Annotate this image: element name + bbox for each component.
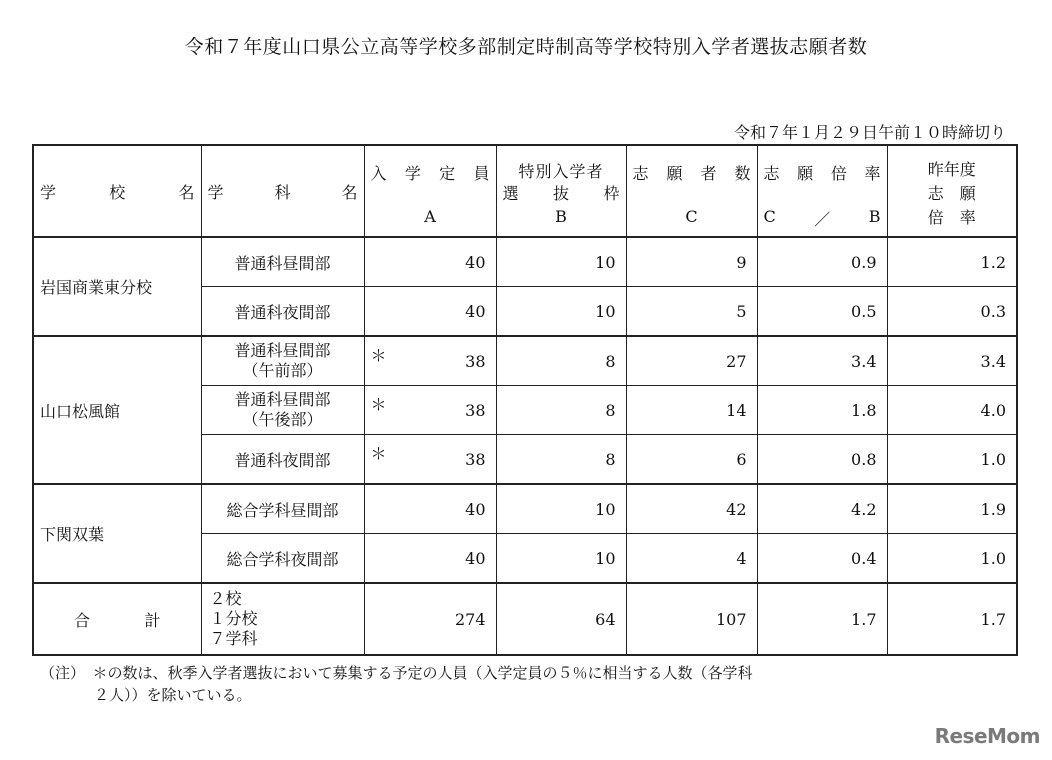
special-cell: 10 xyxy=(496,237,626,287)
prev-ratio-cell: 0.3 xyxy=(887,287,1017,337)
special-cell: 10 xyxy=(496,287,626,337)
ratio-cell: 1.8 xyxy=(757,386,887,435)
applicants-cell: 42 xyxy=(626,484,757,534)
asterisk-mark: ＊ xyxy=(370,346,387,365)
table-row xyxy=(33,336,1017,386)
resemom-logo: ReseMom xyxy=(934,724,1040,748)
total-breakdown: ２校 １分校 ７学科 xyxy=(201,583,364,655)
asterisk-mark: ＊ xyxy=(370,444,387,463)
prev-ratio-cell: 1.0 xyxy=(887,435,1017,485)
applicants-cell: 27 xyxy=(626,336,757,386)
prev-ratio-cell: 1.9 xyxy=(887,484,1017,534)
applicants-table xyxy=(32,144,1018,656)
ratio-cell: 0.5 xyxy=(757,287,887,337)
school-name: 岩国商業東分校 xyxy=(33,237,201,336)
prev-ratio-cell: 1.2 xyxy=(887,237,1017,287)
applicants-cell: 14 xyxy=(626,386,757,435)
total-ratio: 1.7 xyxy=(757,583,887,655)
footnote-line-1: （注） ＊の数は、秋季入学者選抜において募集する予定の人員（入学定員の５％に相当する人数（各学科 xyxy=(40,664,753,682)
deadline-text: 令和７年１月２９日午前１０時締切り xyxy=(733,123,1006,142)
applicants-cell: 4 xyxy=(626,534,757,584)
course-name: 普通科昼間部 （午後部） xyxy=(201,386,364,435)
header-prev-ratio: 昨年度 志 願 倍 率 xyxy=(887,145,1017,237)
table-row xyxy=(33,237,1017,287)
header-capacity: 入 学 定 員 A xyxy=(364,145,496,237)
header-special-quota: 特別入学者 選 抜 枠 B xyxy=(496,145,626,237)
school-name: 下関双葉 xyxy=(33,484,201,583)
total-capacity: 274 xyxy=(364,583,496,655)
special-cell: 10 xyxy=(496,534,626,584)
ratio-cell: 0.8 xyxy=(757,435,887,485)
applicants-cell: 9 xyxy=(626,237,757,287)
prev-ratio-cell: 1.0 xyxy=(887,534,1017,584)
capacity-cell: 40 xyxy=(364,287,496,337)
capacity-cell: ＊ 38 xyxy=(364,336,496,386)
special-cell: 8 xyxy=(496,386,626,435)
course-name: 普通科昼間部 （午前部） xyxy=(201,336,364,386)
header-ratio: 志 願 倍 率 C ／ B xyxy=(757,145,887,237)
footnote-line-2: ２人））を除いている。 xyxy=(94,686,252,704)
header-course: 学 科 名 xyxy=(201,145,364,237)
special-cell: 8 xyxy=(496,336,626,386)
course-name: 普通科夜間部 xyxy=(201,287,364,337)
header-applicants: 志 願 者 数 C xyxy=(626,145,757,237)
capacity-cell: 40 xyxy=(364,484,496,534)
capacity-cell: ＊ 38 xyxy=(364,386,496,435)
ratio-cell: 3.4 xyxy=(757,336,887,386)
course-name: 普通科昼間部 xyxy=(201,237,364,287)
total-row xyxy=(33,583,1017,655)
prev-ratio-cell: 4.0 xyxy=(887,386,1017,435)
prev-ratio-cell: 3.4 xyxy=(887,336,1017,386)
applicants-cell: 5 xyxy=(626,287,757,337)
footnote xyxy=(40,662,753,706)
special-cell: 8 xyxy=(496,435,626,485)
course-name: 総合学科昼間部 xyxy=(201,484,364,534)
total-applicants: 107 xyxy=(626,583,757,655)
applicants-cell: 6 xyxy=(626,435,757,485)
course-name: 総合学科夜間部 xyxy=(201,534,364,584)
total-label: 合 計 xyxy=(33,583,201,655)
page-title: 令和７年度山口県公立高等学校多部制定時制高等学校特別入学者選抜志願者数 xyxy=(184,36,868,58)
capacity-cell: 40 xyxy=(364,534,496,584)
special-cell: 10 xyxy=(496,484,626,534)
table-row xyxy=(33,484,1017,534)
ratio-cell: 0.4 xyxy=(757,534,887,584)
header-row xyxy=(33,145,1017,237)
school-name: 山口松風館 xyxy=(33,336,201,484)
ratio-cell: 4.2 xyxy=(757,484,887,534)
asterisk-mark: ＊ xyxy=(370,395,387,414)
capacity-cell: ＊ 38 xyxy=(364,435,496,485)
total-prev-ratio: 1.7 xyxy=(887,583,1017,655)
total-special: 64 xyxy=(496,583,626,655)
ratio-cell: 0.9 xyxy=(757,237,887,287)
capacity-cell: 40 xyxy=(364,237,496,287)
course-name: 普通科夜間部 xyxy=(201,435,364,485)
header-school: 学 校 名 xyxy=(33,145,201,237)
